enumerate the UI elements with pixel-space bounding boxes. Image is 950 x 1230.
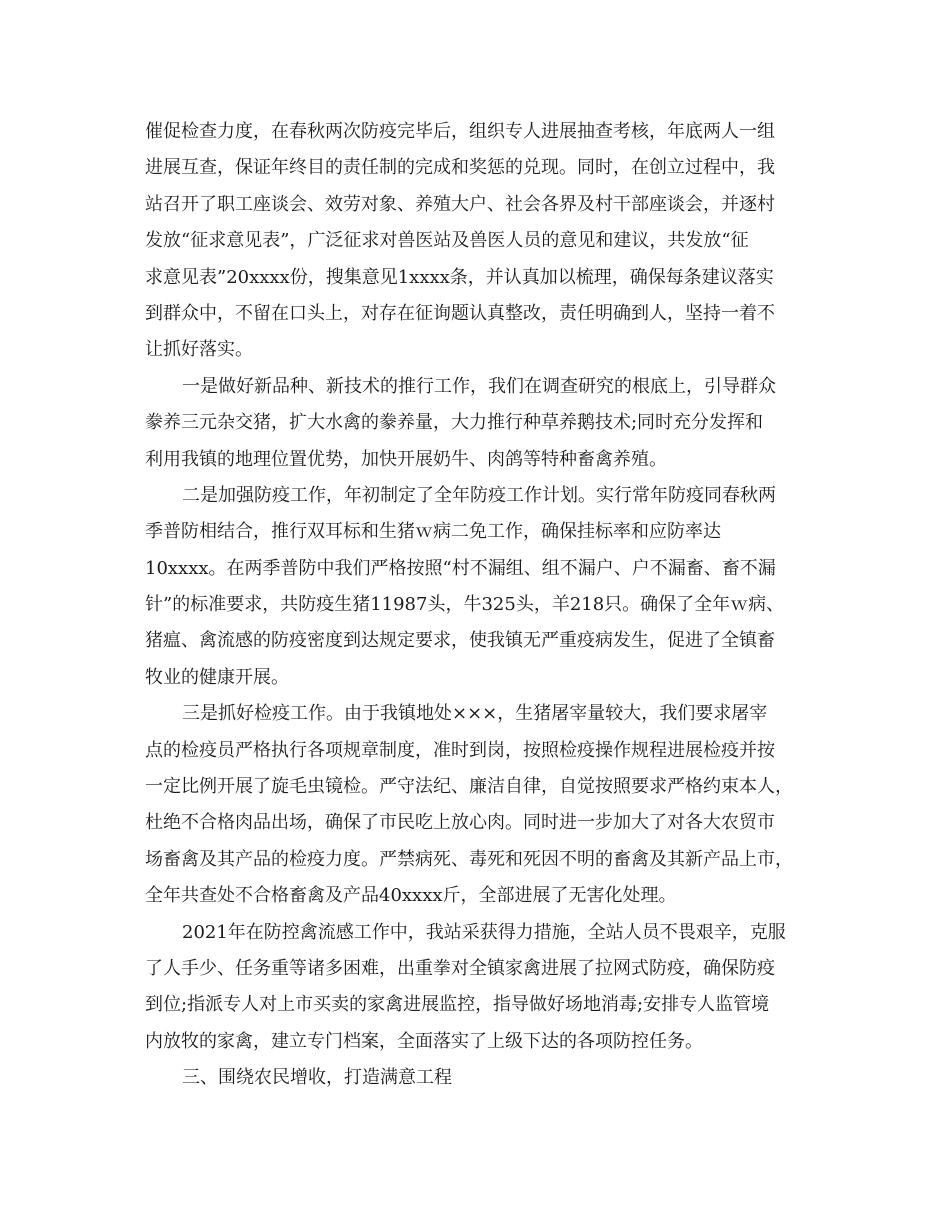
paragraph-line: 催促检查力度，在春秋两次防疫完毕后，组织专人进展抽查考核，年底两人一组 [145,121,775,142]
paragraph-line: 利用我镇的地理位置优势，加快开展奶牛、肉鸽等特种畜禽养殖。 [145,448,667,470]
paragraph-line: 杜绝不合格肉品出场，确保了市民吃上放心肉。同时进一步加大了对各大农贸市 [145,812,775,834]
paragraph-line: 豢养三元杂交猪，扩大水禽的豢养量，大力推行种草养鹅技术;同时充分发挥和 [145,412,764,434]
paragraph-line: 了人手少、任务重等诸多困难，出重拳对全镇家禽进展了拉网式防疫，确保防疫 [145,957,775,979]
paragraph-line: 求意见表”20xxxx份，搜集意见1xxxx条，并认真加以梳理，确保每条建议落实 [145,266,774,288]
paragraph-line: 站召开了职工座谈会、效劳对象、养殖大户、社会各界及村干部座谈会，并逐村 [145,193,775,215]
paragraph-line: 猪瘟、禽流感的防疫密度到达规定要求，使我镇无严重疫病发生，促进了全镇畜 [145,630,775,652]
paragraph-line: 全年共查处不合格畜禽及产品40xxxx斤，全部进展了无害化处理。 [145,885,677,907]
paragraph-line: 季普防相结合，推行双耳标和生猪ｗ病二免工作，确保挂标率和应防率达 [145,521,721,543]
paragraph-line: 内放牧的家禽，建立专门档案，全面落实了上级下达的各项防控任务。 [145,1030,703,1052]
paragraph-line: 发放“征求意见表”，广泛征求对兽医站及兽医人员的意见和建议，共发放“征 [145,230,749,252]
paragraph-line: 让抓好落实。 [145,339,253,361]
paragraph-line: 牧业的健康开展。 [145,666,289,688]
document-body [145,114,815,1097]
paragraph-line: 三是抓好检疫工作。由于我镇地处×××，生猪屠宰量较大，我们要求屠宰 [182,703,768,725]
paragraph-line: 进展互查，保证年终目的责任制的完成和奖惩的兑现。同时，在创立过程中，我 [145,157,775,179]
paragraph-line: 10xxxx。在两季普防中我们严格按照“村不漏组、组不漏户、户不漏畜、畜不漏 [145,557,776,579]
paragraph-line: 针”的标准要求，共防疫生猪11987头，牛325头，羊218只。确保了全年ｗ病、 [145,594,785,616]
paragraph-line: 到群众中，不留在口头上，对存在征询题认真整改，责任明确到人，坚持一着不 [145,302,775,324]
section-heading: 三、围绕农民增收，打造满意工程 [182,1067,452,1089]
paragraph-line: 到位;指派专人对上市买卖的家禽进展监控，指导做好场地消毒;安排专人监管境 [145,994,770,1016]
paragraph-line: 一是做好新品种、新技术的推行工作，我们在调查研究的根底上，引导群众 [182,375,776,397]
paragraph-line: 2021年在防控禽流感工作中，我站采获得力措施，全站人员不畏艰辛，克服 [182,921,786,943]
paragraph-line: 点的检疫员严格执行各项规章制度，准时到岗，按照检疫操作规程进展检疫并按 [145,739,775,761]
paragraph-line: 二是加强防疫工作，年初制定了全年防疫工作计划。实行常年防疫同春秋两 [182,484,776,506]
paragraph-line: 一定比例开展了旋毛虫镜检。严守法纪、廉洁自律，自觉按照要求严格约束本人， [145,776,793,798]
paragraph-line: 场畜禽及其产品的检疫力度。严禁病死、毒死和死因不明的畜禽及其新产品上市， [145,848,793,870]
